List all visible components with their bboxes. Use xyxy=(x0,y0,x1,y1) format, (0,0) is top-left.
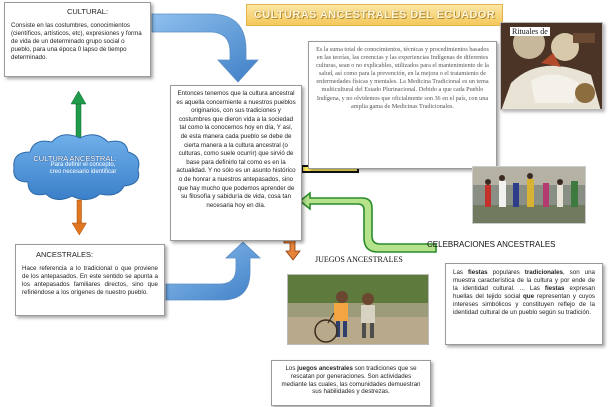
juegos-photo xyxy=(287,274,429,345)
cultural-definition-box xyxy=(4,2,151,77)
medicina-tradicional-box xyxy=(308,41,497,169)
zigzag-arrow-green xyxy=(300,193,436,252)
cultura-ancestral-explanation xyxy=(170,85,302,241)
medicina-body: Es la suma total de conocimientos, técnicas y procedimientos basados en las teorías, las creencias y las experiencias Indígenas de diferentes culturas, sean o no explicables, utilizados para el mantenimiento de la salud, así como para la prevención, en la mejora o el tratamiento de enfermedades físicas y mentales. La Medicina Tradicional es un tema multicultural del Estado Plurinacional. Debido a que cada Pueblo Indígena, y no olvidemos que oficialmente son 36 en el país, con una amplia gama de Medicinas Tradicionales. xyxy=(316,46,489,110)
fiestas-body: Las fiestas populares tradicionales, son una muestra característica de la cultura y por ende de la identidad cultural. ... Las fiestas expresan huellas del tejido social que representan y cuyos intereses simbólicos y constituyen reflejo de la identidad cultural de un pueblo según su tradición. xyxy=(453,269,595,316)
down-arrow-orange xyxy=(72,200,87,235)
main-body: Entonces tenemos que la cultura ancestral es aquella concerniente a nuestros pueblos originarios, con sus tradiciones y costumbres que dieron vida a la sociedad tal como la conocemos hoy en día, Y así, de esta manera cada pueblo se debe de cierta manera a la cultura ancestral (o culturas, como suele ocurrir) que sirvió de base para definirlo tal como es en la actualidad. Y no sólo es un asunto histórico o de honrar a nuestros antepasados, sino que hay mucho que podemos aprender de su filosofía y sabiduría de vida, cosa tan necesaria hoy en día. xyxy=(176,90,296,209)
bent-arrow-bottom xyxy=(166,242,260,300)
cloud-heading: CULTURA ANCESTRAL: xyxy=(33,154,117,163)
ancestrales-heading: ANCESTRALES: xyxy=(36,250,94,259)
ancestrales-body: Hace referencia a lo tradicional o que proviene de los antepasados. En este sentido se apunta a los antepasados familiares directos, sino que refiriéndose a los orígenes de nuestro pueblo. xyxy=(22,265,158,296)
ancestrales-definition-box xyxy=(15,244,165,316)
page-title: CULTURAS ANCESTRALES DEL ECUADOR xyxy=(246,4,503,26)
juegos-label: JUEGOS ANCESTRALES xyxy=(315,255,403,264)
celebraciones-photo xyxy=(472,166,586,224)
celebraciones-label: CELEBRACIONES ANCESTRALES xyxy=(427,240,556,249)
cultural-heading: CULTURAL: xyxy=(66,7,109,16)
rituales-label: Rituales de xyxy=(512,27,548,36)
fiestas-tradicionales-box xyxy=(445,263,603,345)
juegos-ancestrales-box xyxy=(271,360,431,406)
bent-arrow-top xyxy=(152,14,258,82)
cultural-body: Consiste en las costumbres, conocimientos (científicos, artísticos, etc), expresiones y forma de vida de un determinado grupo social o pueblo, para una época 0 lapso de tiempo determinado. xyxy=(11,22,142,61)
juegos-body: Los juegos ancestrales son tradiciones que se rescatan por generaciones. Son actividades mediante las cuales, las comunidades demuestran sus habilidades y destrezas. xyxy=(281,365,421,396)
elbow-arrow-orange xyxy=(284,238,300,260)
up-arrow-green xyxy=(71,91,86,141)
cloud-body: Para definir el concepto, creo necesario identificar xyxy=(49,162,117,175)
